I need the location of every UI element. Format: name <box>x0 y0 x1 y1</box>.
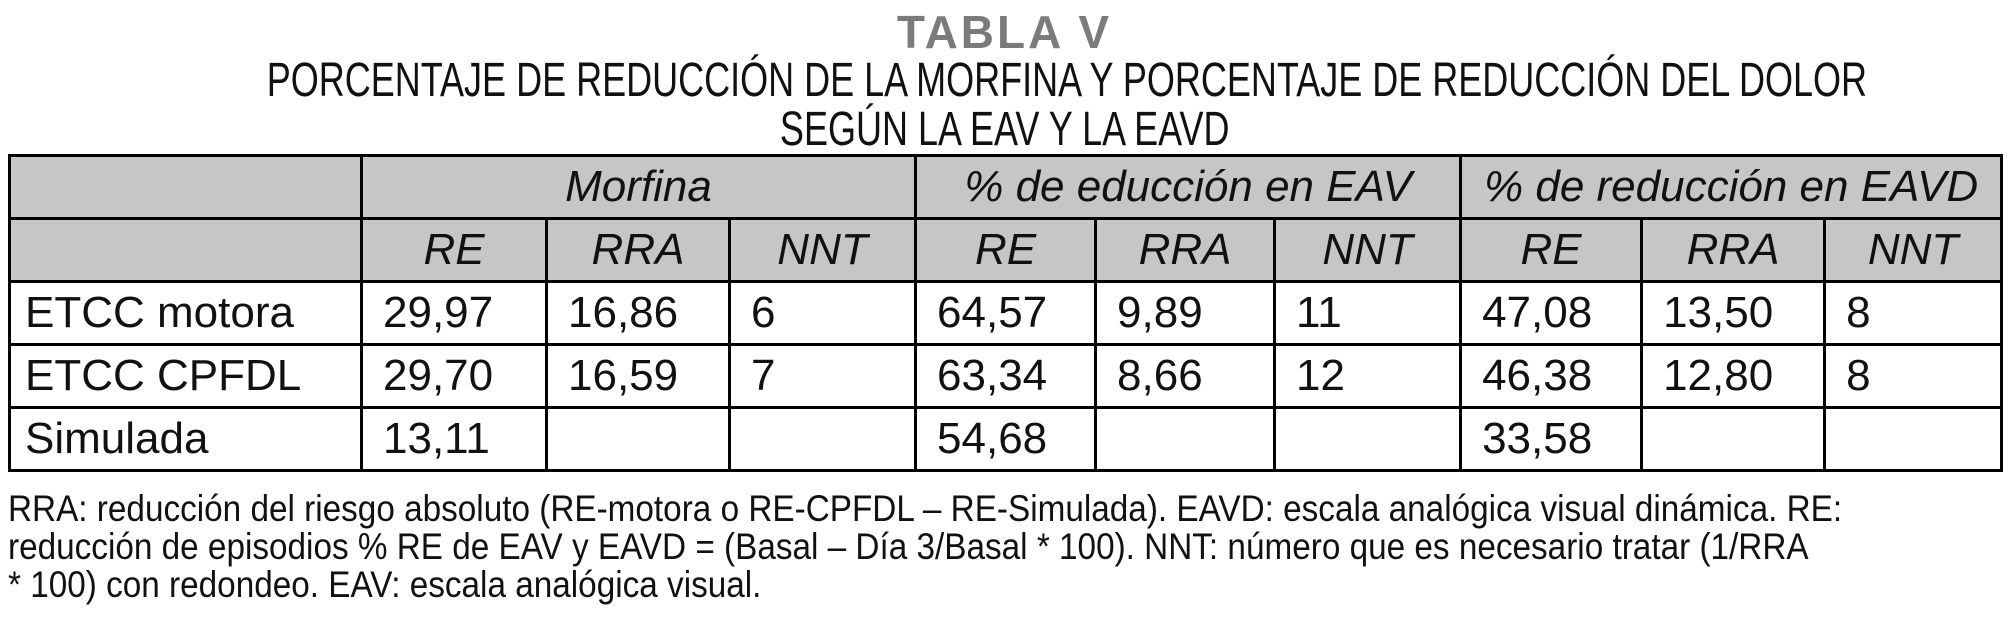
subheader-nnt-eavd: NNT <box>1825 219 2002 282</box>
cell-value: 47,08 <box>1461 282 1642 345</box>
subheader-nnt-morfina: NNT <box>730 219 916 282</box>
cell-value: 63,34 <box>916 345 1096 408</box>
subheader-rra-eav: RRA <box>1096 219 1275 282</box>
cell-value: 13,11 <box>362 408 547 471</box>
table-number-label: TABLA V <box>896 6 1113 58</box>
cell-value <box>730 408 916 471</box>
col-group-eav: % de educción en EAV <box>916 156 1461 219</box>
cell-value: 16,86 <box>547 282 730 345</box>
subheader-re-eavd: RE <box>1461 219 1642 282</box>
cell-value <box>1825 408 2002 471</box>
cell-value: 33,58 <box>1461 408 1642 471</box>
cell-value <box>1642 408 1825 471</box>
table-row-etcc-motora <box>10 282 2002 345</box>
cell-value: 12,80 <box>1642 345 1825 408</box>
row-label-simulada: Simulada <box>10 408 362 471</box>
table-row-simulada <box>10 408 2002 471</box>
cell-value: 12 <box>1275 345 1461 408</box>
header-empty-cell <box>10 156 362 219</box>
footnote-line-3: * 100) con redondeo. EAV: escala analógica visual. <box>8 564 762 605</box>
cell-value <box>547 408 730 471</box>
footnote-line-1: RRA: reducción del riesgo absoluto (RE-motora o RE-CPFDL – RE-Simulada). EAVD: escala analógica visual dinámica. RE: <box>8 488 1843 529</box>
cell-value: 54,68 <box>916 408 1096 471</box>
cell-value: 8,66 <box>1096 345 1275 408</box>
footnote-line-2: reducción de episodios % RE de EAV y EAVD = (Basal – Día 3/Basal * 100). NNT: número que es necesario tratar (1/RRA <box>8 526 1809 567</box>
cell-value: 13,50 <box>1642 282 1825 345</box>
col-group-morfina: Morfina <box>362 156 916 219</box>
cell-value <box>1096 408 1275 471</box>
cell-value: 64,57 <box>916 282 1096 345</box>
title-block <box>0 0 2009 154</box>
col-group-eavd: % de reducción en EAVD <box>1461 156 2002 219</box>
cell-value: 16,59 <box>547 345 730 408</box>
cell-value: 6 <box>730 282 916 345</box>
row-label-etcc-cpfdl: ETCC CPFDL <box>10 345 362 408</box>
table-title-line-1-text: PORCENTAJE DE REDUCCIÓN DE LA MORFINA Y PORCENTAJE DE REDUCCIÓN DEL DOLOR <box>266 54 1867 107</box>
row-label-etcc-motora: ETCC motora <box>10 282 362 345</box>
subheader-nnt-eav: NNT <box>1275 219 1461 282</box>
subheader-re-morfina: RE <box>362 219 547 282</box>
subheader-re-eav: RE <box>916 219 1096 282</box>
header-sub-row <box>10 219 2002 282</box>
cell-value <box>1275 408 1461 471</box>
cell-value: 9,89 <box>1096 282 1275 345</box>
subheader-rra-eavd: RRA <box>1642 219 1825 282</box>
table-title-line-2 <box>0 105 2009 154</box>
subheader-empty-cell <box>10 219 362 282</box>
cell-value: 11 <box>1275 282 1461 345</box>
subheader-rra-morfina: RRA <box>547 219 730 282</box>
table-footnote <box>8 490 2009 604</box>
table-title-line-1 <box>0 56 2009 105</box>
cell-value: 29,97 <box>362 282 547 345</box>
cell-value: 46,38 <box>1461 345 1642 408</box>
table-title-line-2-text: SEGÚN LA EAV Y LA EAVD <box>779 103 1230 156</box>
table-row-etcc-cpfdl <box>10 345 2002 408</box>
results-table <box>8 154 2003 472</box>
cell-value: 8 <box>1825 282 2002 345</box>
cell-value: 29,70 <box>362 345 547 408</box>
header-group-row <box>10 156 2002 219</box>
cell-value: 7 <box>730 345 916 408</box>
cell-value: 8 <box>1825 345 2002 408</box>
